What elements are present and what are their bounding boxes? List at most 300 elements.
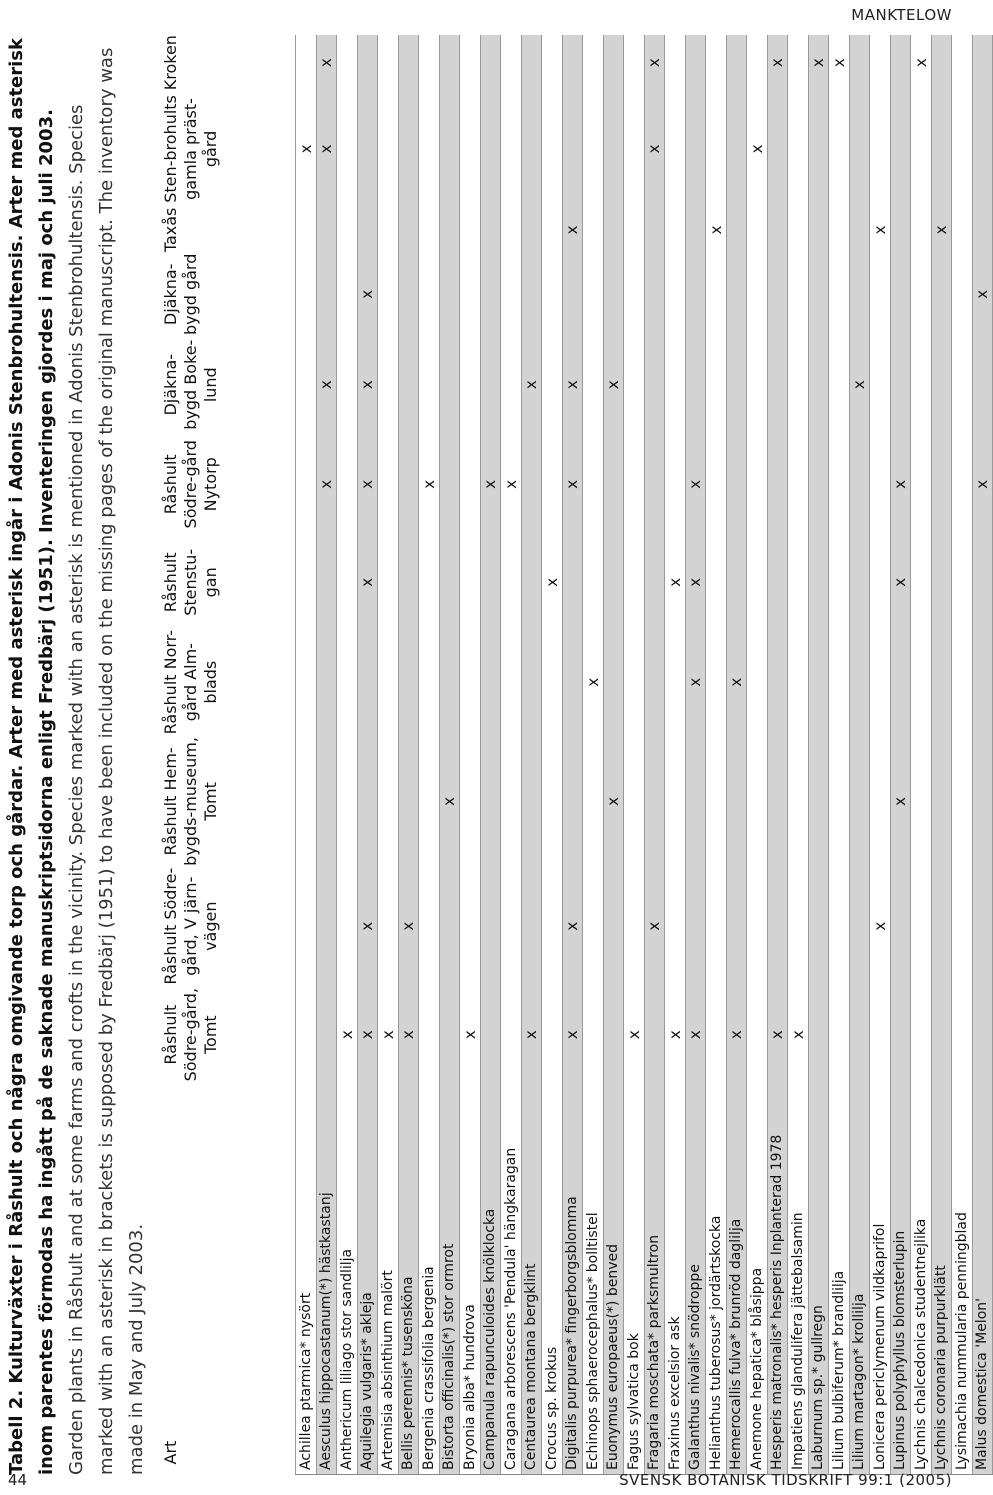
presence-mark: [624, 35, 645, 90]
presence-mark: x: [911, 58, 930, 68]
presence-mark: [952, 985, 973, 1085]
presence-mark: [419, 336, 440, 432]
table-row: [603, 35, 624, 1475]
presence-mark: [747, 252, 768, 336]
presence-mark: [296, 252, 317, 336]
table-row: [583, 35, 604, 1475]
presence-mark: x: [767, 35, 788, 90]
presence-mark: [665, 336, 686, 432]
presence-mark: [808, 433, 829, 536]
presence-mark: [439, 433, 460, 536]
presence-mark: [542, 208, 563, 253]
presence-mark: [849, 252, 870, 336]
presence-mark: [788, 35, 809, 90]
presence-mark: x: [542, 577, 561, 587]
presence-mark: [829, 536, 850, 630]
table-caption: [2, 35, 152, 1475]
presence-mark: [829, 90, 850, 207]
presence-mark: [501, 629, 522, 735]
presence-mark: [501, 868, 522, 985]
caption-swedish: Tabell 2. Kulturväxter i Råshult och några omgivande torp och gårdar. Arter med asterisk ingår i Adonis Stenbrohultensis. Arter med asterisk inom parentes förmodas ha ingått på de saknade manuskriptsidorna enligt Fredbärj (1951). Inventeringen gjordes i maj och juli 2003.: [6, 38, 57, 1475]
presence-mark: x: [357, 536, 378, 630]
presence-mark: x: [870, 225, 889, 235]
presence-mark: [378, 208, 399, 253]
species-name: Lilium bulbiferum* brandlilja: [829, 1085, 850, 1475]
presence-mark: [378, 629, 399, 735]
presence-mark: [378, 536, 399, 630]
table-row: [972, 35, 993, 1475]
table-row: [685, 35, 706, 1475]
presence-mark: [747, 536, 768, 630]
column-header-site: Taxås: [161, 207, 180, 253]
presence-mark: [583, 90, 604, 207]
presence-mark: [788, 336, 809, 432]
presence-mark: [419, 90, 440, 207]
table-row: [644, 35, 665, 1475]
presence-mark: [931, 35, 952, 90]
presence-mark: [911, 433, 932, 536]
presence-mark: x: [644, 90, 665, 207]
presence-mark: [542, 629, 563, 735]
presence-mark: [931, 252, 952, 336]
presence-mark: [562, 735, 583, 867]
presence-mark: [296, 629, 317, 735]
presence-mark: [316, 868, 337, 985]
species-name: Lilium martagon* krollilja: [849, 1085, 870, 1475]
presence-mark: [398, 735, 419, 867]
presence-mark: [296, 735, 317, 867]
presence-mark: [849, 985, 870, 1085]
presence-mark: [747, 985, 768, 1085]
presence-mark: x: [972, 433, 993, 536]
presence-mark: [337, 35, 358, 90]
table-row: [439, 35, 460, 1475]
presence-mark: [952, 536, 973, 630]
presence-mark: [337, 90, 358, 207]
presence-mark: x: [747, 144, 766, 154]
presence-mark: x: [316, 35, 337, 90]
presence-mark: x: [439, 735, 460, 867]
presence-mark: [583, 536, 604, 630]
presence-mark: [829, 208, 850, 253]
species-name: Euonymus europaeus(*) benved: [603, 1085, 624, 1475]
presence-mark: [501, 985, 522, 1085]
presence-mark: [480, 735, 501, 867]
presence-mark: x: [398, 985, 419, 1085]
presence-mark: [480, 208, 501, 253]
presence-mark: [952, 90, 973, 207]
presence-mark: [542, 985, 563, 1085]
presence-mark: [337, 433, 358, 536]
presence-mark: x: [665, 1030, 684, 1040]
presence-mark: [603, 433, 624, 536]
presence-mark: [562, 90, 583, 207]
presence-mark: [706, 735, 727, 867]
presence-mark: [542, 336, 563, 432]
presence-mark: [829, 868, 850, 985]
presence-mark: x: [521, 336, 542, 432]
table-row: [521, 35, 542, 1475]
table-row: [747, 35, 768, 1475]
presence-mark: x: [726, 629, 747, 735]
presence-mark: [644, 208, 665, 253]
presence-mark: [296, 433, 317, 536]
presence-mark: [644, 336, 665, 432]
presence-mark: [603, 868, 624, 985]
species-name: Hesperis matronalis* hesperis Inplanterad 1978: [767, 1085, 788, 1475]
presence-mark: [747, 35, 768, 90]
presence-mark: [419, 985, 440, 1085]
presence-mark: x: [357, 433, 378, 536]
presence-mark: [521, 35, 542, 90]
presence-mark: [603, 985, 624, 1085]
presence-mark: [460, 336, 481, 432]
presence-mark: [398, 629, 419, 735]
table-row: [419, 35, 440, 1475]
presence-mark: x: [706, 225, 725, 235]
presence-mark: [624, 252, 645, 336]
presence-mark: [296, 536, 317, 630]
presence-mark: [972, 536, 993, 630]
presence-mark: [665, 735, 686, 867]
table-row: [849, 35, 870, 1475]
presence-mark: [726, 433, 747, 536]
presence-mark: [870, 629, 891, 735]
presence-mark: [419, 208, 440, 253]
presence-mark: [972, 35, 993, 90]
species-name: Lysimachia nummularia penningblad: [952, 1085, 973, 1475]
presence-mark: [747, 336, 768, 432]
presence-mark: x: [870, 921, 889, 931]
species-name: Laburnum sp.* gullregn: [808, 1085, 829, 1475]
presence-mark: [747, 433, 768, 536]
presence-mark: x: [685, 985, 706, 1085]
presence-mark: [583, 868, 604, 985]
species-name: Lychnis chalcedonica studentnejlika: [911, 1085, 932, 1475]
presence-mark: [849, 629, 870, 735]
presence-mark: [460, 629, 481, 735]
presence-mark: [706, 536, 727, 630]
presence-mark: x: [931, 208, 952, 253]
presence-mark: [480, 252, 501, 336]
journal-footer: SVENSK BOTANISK TIDSKRIFT 99:1 (2005): [619, 1471, 952, 1489]
presence-mark: [952, 629, 973, 735]
presence-mark: x: [562, 433, 583, 536]
presence-mark: [378, 433, 399, 536]
presence-mark: [685, 252, 706, 336]
presence-mark: [439, 629, 460, 735]
presence-mark: x: [685, 433, 706, 536]
presence-mark: [624, 433, 645, 536]
column-header-site: Råshult Södre-gård, Tomt: [161, 987, 220, 1082]
presence-mark: [603, 90, 624, 207]
presence-mark: [849, 433, 870, 536]
species-name: Anthericum liliago stor sandlilja: [337, 1085, 358, 1475]
presence-mark: [972, 868, 993, 985]
presence-mark: x: [767, 985, 788, 1085]
presence-mark: [808, 735, 829, 867]
presence-mark: x: [316, 433, 337, 536]
presence-mark: [337, 868, 358, 985]
column-header-site: Råshult Södre-gård, V järn-vägen: [161, 867, 220, 985]
presence-mark: x: [890, 433, 911, 536]
presence-mark: [788, 629, 809, 735]
presence-mark: x: [603, 336, 624, 432]
presence-mark: [419, 252, 440, 336]
presence-mark: [829, 433, 850, 536]
species-name: Achillea ptarmica* nysört: [296, 1085, 317, 1475]
presence-mark: [460, 433, 481, 536]
presence-mark: x: [357, 252, 378, 336]
table-row: [296, 35, 317, 1475]
presence-mark: [931, 629, 952, 735]
presence-mark: [870, 336, 891, 432]
presence-mark: [378, 35, 399, 90]
presence-mark: [706, 336, 727, 432]
presence-mark: [480, 536, 501, 630]
presence-mark: x: [829, 58, 848, 68]
table-row: [870, 35, 891, 1475]
presence-mark: [726, 208, 747, 253]
presence-mark: x: [316, 336, 337, 432]
presence-mark: [460, 735, 481, 867]
presence-mark: [296, 336, 317, 432]
presence-mark: x: [501, 479, 520, 489]
table-row: [378, 35, 399, 1475]
presence-mark: [890, 208, 911, 253]
presence-mark: [378, 868, 399, 985]
presence-mark: x: [808, 35, 829, 90]
presence-mark: [788, 433, 809, 536]
table-row: [829, 35, 850, 1475]
presence-mark: x: [378, 1030, 397, 1040]
presence-mark: [398, 536, 419, 630]
presence-mark: [747, 208, 768, 253]
table-row: [501, 35, 522, 1475]
presence-mark: [460, 208, 481, 253]
presence-mark: [562, 629, 583, 735]
presence-mark: [767, 868, 788, 985]
presence-mark: [665, 35, 686, 90]
presence-mark: x: [562, 868, 583, 985]
presence-mark: [644, 433, 665, 536]
presence-mark: [829, 629, 850, 735]
presence-mark: [767, 90, 788, 207]
presence-mark: [357, 735, 378, 867]
column-header-site: Kroken: [161, 35, 180, 91]
presence-mark: [501, 336, 522, 432]
presence-mark: [398, 208, 419, 253]
presence-mark: [521, 208, 542, 253]
presence-mark: [398, 433, 419, 536]
table-body: [296, 35, 993, 1475]
presence-mark: [665, 868, 686, 985]
presence-mark: [890, 35, 911, 90]
presence-mark: [911, 90, 932, 207]
presence-mark: [890, 629, 911, 735]
presence-mark: [706, 433, 727, 536]
presence-mark: [972, 90, 993, 207]
presence-mark: [870, 35, 891, 90]
presence-mark: [931, 433, 952, 536]
presence-mark: [870, 536, 891, 630]
table-row: [480, 35, 501, 1475]
presence-mark: [501, 208, 522, 253]
presence-mark: [808, 208, 829, 253]
species-name: Bergenia crassifolia bergenia: [419, 1085, 440, 1475]
presence-mark: [911, 208, 932, 253]
presence-mark: [419, 629, 440, 735]
presence-mark: [644, 536, 665, 630]
presence-mark: [911, 985, 932, 1085]
presence-mark: [624, 90, 645, 207]
presence-mark: [357, 90, 378, 207]
presence-mark: [829, 336, 850, 432]
presence-mark: [952, 433, 973, 536]
presence-mark: [439, 252, 460, 336]
presence-mark: [972, 336, 993, 432]
presence-mark: [480, 35, 501, 90]
presence-mark: [767, 536, 788, 630]
species-name: Fagus sylvatica bok: [624, 1085, 645, 1475]
presence-mark: [890, 336, 911, 432]
presence-mark: [931, 985, 952, 1085]
presence-mark: [767, 336, 788, 432]
presence-mark: x: [562, 336, 583, 432]
species-name: Aquilegia vulgaris* akleja: [357, 1085, 378, 1475]
plant-inventory-table: [155, 35, 993, 1475]
species-name: Artemisia absinthium malört: [378, 1085, 399, 1475]
presence-mark: [316, 985, 337, 1085]
presence-mark: [972, 629, 993, 735]
presence-mark: [296, 985, 317, 1085]
column-header-site: Sten-brohults gamla präst-gård: [161, 95, 220, 203]
presence-mark: [460, 536, 481, 630]
species-name: Lychnis coronaria purpurklätt: [931, 1085, 952, 1475]
presence-mark: x: [849, 336, 870, 432]
presence-mark: [788, 868, 809, 985]
presence-mark: [521, 868, 542, 985]
presence-mark: [542, 252, 563, 336]
presence-mark: [685, 735, 706, 867]
presence-mark: [624, 629, 645, 735]
table-row: [808, 35, 829, 1475]
table-row: [460, 35, 481, 1475]
presence-mark: [460, 35, 481, 90]
presence-mark: [521, 252, 542, 336]
presence-mark: [583, 735, 604, 867]
presence-mark: x: [685, 629, 706, 735]
presence-mark: [521, 629, 542, 735]
presence-mark: [911, 629, 932, 735]
presence-mark: [808, 629, 829, 735]
presence-mark: [562, 536, 583, 630]
presence-mark: [398, 252, 419, 336]
presence-mark: [296, 208, 317, 253]
presence-mark: [624, 536, 645, 630]
rotated-content: [0, 35, 992, 1475]
presence-mark: [911, 868, 932, 985]
table-row: [542, 35, 563, 1475]
column-header-site: Djäkna-bygd gård: [161, 253, 200, 336]
presence-mark: x: [685, 536, 706, 630]
presence-mark: [378, 735, 399, 867]
presence-mark: [849, 536, 870, 630]
table-row: [706, 35, 727, 1475]
presence-mark: [644, 629, 665, 735]
presence-mark: [870, 985, 891, 1085]
presence-mark: [808, 985, 829, 1085]
table-row: [726, 35, 747, 1475]
presence-mark: [603, 629, 624, 735]
presence-mark: [603, 252, 624, 336]
presence-mark: [644, 735, 665, 867]
presence-mark: [439, 868, 460, 985]
species-name: Fraxinus excelsior ask: [665, 1085, 686, 1475]
presence-mark: [931, 336, 952, 432]
column-header-site: Råshult Södre-gård Nytorp: [161, 440, 220, 529]
presence-mark: [685, 868, 706, 985]
column-header-site: Råshult Norr-gård Alm-blads: [161, 629, 220, 735]
presence-mark: [378, 90, 399, 207]
presence-mark: [480, 868, 501, 985]
presence-mark: [439, 336, 460, 432]
presence-mark: x: [890, 735, 911, 867]
presence-mark: x: [562, 985, 583, 1085]
presence-mark: [747, 868, 768, 985]
presence-mark: [952, 35, 973, 90]
presence-mark: [480, 336, 501, 432]
page-number: 44: [8, 1471, 28, 1489]
presence-mark: [624, 336, 645, 432]
presence-mark: [439, 985, 460, 1085]
presence-mark: [767, 252, 788, 336]
presence-mark: [480, 985, 501, 1085]
presence-mark: x: [480, 433, 501, 536]
presence-mark: [870, 90, 891, 207]
presence-mark: [767, 629, 788, 735]
presence-mark: x: [337, 1030, 356, 1040]
species-name: Lonicera periclymenum vildkaprifol: [870, 1085, 891, 1475]
presence-mark: [911, 735, 932, 867]
presence-mark: [419, 35, 440, 90]
species-name: Caragana arborescens 'Pendula' hängkaragan: [501, 1085, 522, 1475]
presence-mark: x: [316, 90, 337, 207]
column-header-site: Råshult Hem-bygds-museum, Tomt: [161, 737, 220, 866]
presence-mark: [972, 985, 993, 1085]
presence-mark: [726, 735, 747, 867]
presence-mark: [870, 252, 891, 336]
species-name: Campanula rapunculoides knölklocka: [480, 1085, 501, 1475]
presence-mark: [316, 536, 337, 630]
species-name: Helianthus tuberosus* jordärtskocka: [706, 1085, 727, 1475]
table-row: [890, 35, 911, 1475]
species-name: Hemerocallis fulva* brunröd daglilja: [726, 1085, 747, 1475]
column-header-art: Art: [161, 1440, 180, 1465]
presence-mark: [972, 735, 993, 867]
presence-mark: [480, 90, 501, 207]
table-row: [337, 35, 358, 1475]
column-header-site: Råshult Stenstu-gan: [161, 548, 220, 616]
presence-mark: [644, 252, 665, 336]
presence-mark: [931, 868, 952, 985]
presence-mark: [624, 868, 645, 985]
table-row: [931, 35, 952, 1475]
presence-mark: [501, 90, 522, 207]
species-name: Malus domestica 'Melon': [972, 1085, 993, 1475]
species-name: Lupinus polyphyllus blomsterlupin: [890, 1085, 911, 1475]
presence-mark: [501, 252, 522, 336]
